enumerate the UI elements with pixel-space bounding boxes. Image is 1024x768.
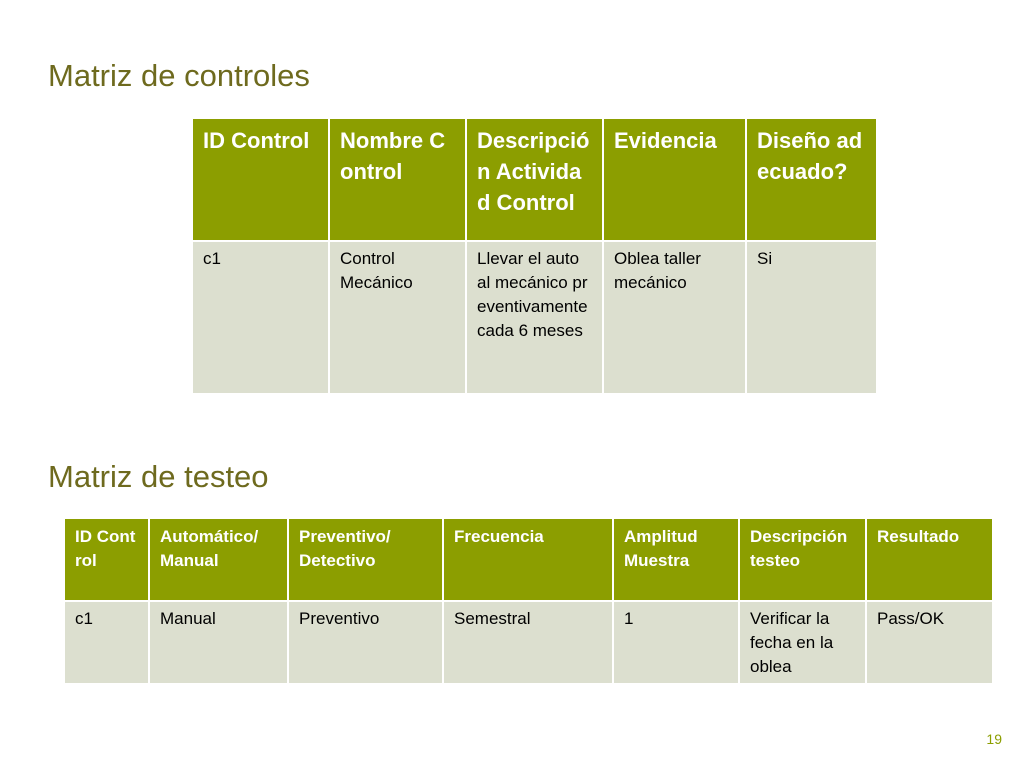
cell-descripcion-actividad: Llevar el auto al mecánico preventivamente cada 6 meses xyxy=(467,242,602,393)
header-amplitud-muestra: Amplitud Muestra xyxy=(614,519,738,600)
title-matriz-controles: Matriz de controles xyxy=(48,58,310,93)
header-evidencia: Evidencia xyxy=(604,119,745,240)
header-preventivo-detectivo: Preventivo/ Detectivo xyxy=(289,519,442,600)
header-diseno-adecuado: Diseño adecuado? xyxy=(747,119,876,240)
matriz-testeo-table xyxy=(63,517,994,685)
cell-automatico-manual: Manual xyxy=(150,602,287,683)
title-matriz-testeo: Matriz de testeo xyxy=(48,459,269,494)
cell-amplitud-muestra: 1 xyxy=(614,602,738,683)
header-descripcion-testeo: Descripción testeo xyxy=(740,519,865,600)
header-descripcion-actividad: Descripción Actividad Control xyxy=(467,119,602,240)
matriz-controles-table xyxy=(191,117,878,395)
header-id-control: ID Control xyxy=(193,119,328,240)
header-automatico-manual: Automático/ Manual xyxy=(150,519,287,600)
cell-nombre-control: Control Mecánico xyxy=(330,242,465,393)
table-row xyxy=(193,242,876,393)
cell-frecuencia: Semestral xyxy=(444,602,612,683)
cell-diseno-adecuado: Si xyxy=(747,242,876,393)
table-header-row xyxy=(193,119,876,240)
cell-evidencia: Oblea taller mecánico xyxy=(604,242,745,393)
header-resultado: Resultado xyxy=(867,519,992,600)
header-frecuencia: Frecuencia xyxy=(444,519,612,600)
page-number: 19 xyxy=(986,731,1002,747)
cell-descripcion-testeo: Verificar la fecha en la oblea xyxy=(740,602,865,683)
table-row xyxy=(65,602,992,683)
cell-id-control: c1 xyxy=(65,602,148,683)
cell-resultado: Pass/OK xyxy=(867,602,992,683)
cell-id-control: c1 xyxy=(193,242,328,393)
header-id-control: ID Control xyxy=(65,519,148,600)
table-header-row xyxy=(65,519,992,600)
cell-preventivo-detectivo: Preventivo xyxy=(289,602,442,683)
header-nombre-control: Nombre Control xyxy=(330,119,465,240)
